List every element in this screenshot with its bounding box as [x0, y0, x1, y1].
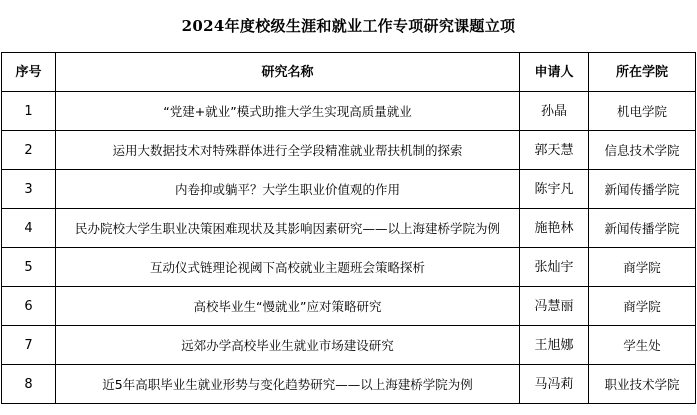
cell-name[interactable]: 近5年高职毕业生就业形势与变化趋势研究——以上海建桥学院为例	[56, 365, 520, 404]
cell-applicant[interactable]: 王旭娜	[520, 326, 589, 365]
table-row	[2, 92, 696, 131]
header-name[interactable]: 研究名称	[56, 53, 520, 92]
cell-applicant[interactable]: 马冯莉	[520, 365, 589, 404]
cell-index[interactable]: 7	[2, 326, 56, 365]
cell-applicant[interactable]: 孙晶	[520, 92, 589, 131]
project-table	[1, 52, 696, 404]
cell-index[interactable]: 3	[2, 170, 56, 209]
table-row	[2, 365, 696, 404]
cell-name[interactable]: 内卷抑或躺平？大学生职业价值观的作用	[56, 170, 520, 209]
cell-name[interactable]: 高校毕业生“慢就业”应对策略研究	[56, 287, 520, 326]
cell-applicant[interactable]: 郭天慧	[520, 131, 589, 170]
table-row	[2, 131, 696, 170]
cell-college[interactable]: 商学院	[589, 248, 696, 287]
cell-index[interactable]: 8	[2, 365, 56, 404]
table-row	[2, 209, 696, 248]
cell-index[interactable]: 4	[2, 209, 56, 248]
cell-college[interactable]: 新闻传播学院	[589, 170, 696, 209]
table-row	[2, 170, 696, 209]
cell-index[interactable]: 6	[2, 287, 56, 326]
cell-applicant[interactable]: 施艳林	[520, 209, 589, 248]
cell-applicant[interactable]: 张灿宇	[520, 248, 589, 287]
cell-college[interactable]: 信息技术学院	[589, 131, 696, 170]
cell-name[interactable]: 运用大数据技术对特殊群体进行全学段精准就业帮扶机制的探索	[56, 131, 520, 170]
header-row	[2, 53, 696, 92]
cell-index[interactable]: 5	[2, 248, 56, 287]
cell-name[interactable]: “党建+就业”模式助推大学生实现高质量就业	[56, 92, 520, 131]
cell-name[interactable]: 远郊办学高校毕业生就业市场建设研究	[56, 326, 520, 365]
header-college[interactable]: 所在学院	[589, 53, 696, 92]
header-applicant[interactable]: 申请人	[520, 53, 589, 92]
cell-college[interactable]: 商学院	[589, 287, 696, 326]
header-index[interactable]: 序号	[2, 53, 56, 92]
cell-index[interactable]: 2	[2, 131, 56, 170]
cell-college[interactable]: 职业技术学院	[589, 365, 696, 404]
table-row	[2, 287, 696, 326]
table-row	[2, 326, 696, 365]
cell-college[interactable]: 机电学院	[589, 92, 696, 131]
cell-applicant[interactable]: 冯慧丽	[520, 287, 589, 326]
cell-index[interactable]: 1	[2, 92, 56, 131]
cell-name[interactable]: 互动仪式链理论视阈下高校就业主题班会策略探析	[56, 248, 520, 287]
table-row	[2, 248, 696, 287]
cell-applicant[interactable]: 陈宇凡	[520, 170, 589, 209]
cell-college[interactable]: 新闻传播学院	[589, 209, 696, 248]
cell-name[interactable]: 民办院校大学生职业决策困难现状及其影响因素研究——以上海建桥学院为例	[56, 209, 520, 248]
cell-college[interactable]: 学生处	[589, 326, 696, 365]
table-title: 2024年度校级生涯和就业工作专项研究课题立项	[181, 17, 516, 35]
